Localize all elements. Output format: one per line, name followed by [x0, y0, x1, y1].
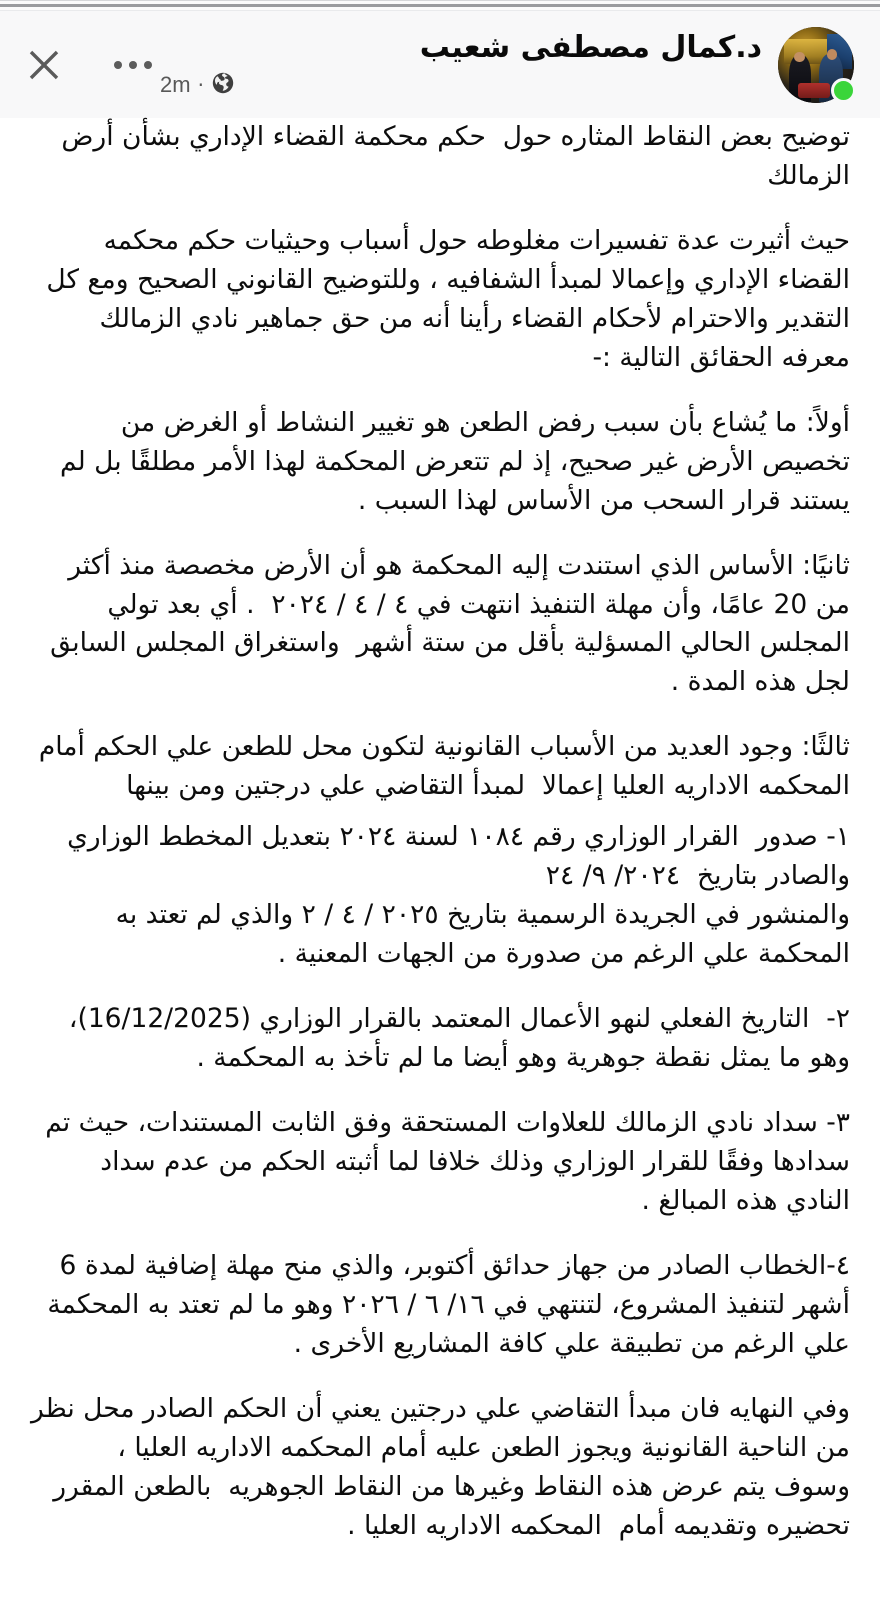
post-list-item: ٣- سداد نادي الزمالك للعلاوات المستحقة وفق الثابت المستندات، حيث تم سدادها وفقًا للقرار الوزاري وذلك خلافا لما أثبته الحكم من عدم سداد النادي هذه المبالغ . [36, 1107, 850, 1216]
avatar[interactable] [778, 27, 854, 103]
close-icon[interactable] [22, 43, 66, 87]
post-list-item: والمنشور في الجريدة الرسمية بتاريخ ٢٠٢٥ / ٤ / ٢ والذي لم تعتد به المحكمة علي الرغم من صدورة من الجهات المعنية . [107, 899, 850, 970]
post-list-item: ٤-الخطاب الصادر من جهاز حدائق أكتوبر، والذي منح مهلة إضافية لمدة 6 أشهر لتنفيذ المشروع، لتنتهي في ١٦/ ٦ / ٢٠٢٦ وهو ما لم تعتد به المحكمة علي الرغم من تطبيقة علي كافة المشاريع الأخرى . [38, 1249, 850, 1359]
author-name[interactable]: د.كمال مصطفى شعيب [419, 30, 762, 66]
post-paragraph: حيث أثيرت عدة تفسيرات مغلوطه حول أسباب وحيثيات حكم محكمه القضاء الإداري وإعمالا لمبدأ الشفافيه ، وللتوضيح القانوني الصحيح ومع كل التقدير والاحترام لأحكام القضاء رأينا أنه من حق جماهير نادي الزمالك معرفه الحقائق التالية :- [37, 224, 850, 373]
post-paragraph: توضيح بعض النقاط المثاره حول حكم محكمة القضاء الإداري بشأن أرض الزمالك [52, 121, 850, 191]
online-status-badge [831, 78, 856, 103]
ellipsis-icon[interactable] [106, 53, 160, 77]
globe-icon[interactable] [211, 71, 235, 99]
post-paragraph: أولاً: ما يُشاع بأن سبب رفض الطعن هو تغيير النشاط أو الغرض من تخصيص الأرض غير صحيح، إذ لم تتعرض المحكمة لهذا الأمر مطلقًا بل لم يستند قرار السحب من الأساس لهذا السبب . [51, 406, 850, 516]
post-list-item: ١- صدور القرار الوزاري رقم ١٠٨٤ لسنة ٢٠٢٤ بتعديل المخطط الوزاري والصادر بتاريخ ٢٠٢٤/ ٩/ ٢٤ [58, 821, 850, 892]
post-paragraph: وفي النهايه فان مبدأ التقاضي علي درجتين يعني أن الحكم الصادر محل نظر من الناحية القانونية ويجوز الطعن عليه أمام المحكمه الاداريه العليا ، وسوف يتم عرض هذه النقاط وغيرها من النقاط الجوهريه بالطعن المقرر تحضيره وتقديمه أمام المحكمه الاداريه العليا . [22, 1392, 850, 1541]
meta-separator: · [197, 72, 204, 97]
post-header [0, 11, 880, 118]
post-body [0, 118, 880, 1546]
post-paragraph: ثالثًا: وجود العديد من الأسباب القانونية لتكون محل للطعن علي الحكم أمام المحكمه الاداريه العليا إعمالا لمبدأ التقاضي علي درجتين ومن بينها [30, 731, 850, 802]
post-meta [160, 71, 762, 99]
post-list-item: ٢- التاريخ الفعلي لنهو الأعمال المعتمد بالقرار الوزاري (16/12/2025)، وهو ما يمثل نقطة جوهرية وهو أيضا ما لم تأخذ به المحكمة . [60, 1003, 850, 1074]
post-paragraph: ثانيًا: الأساس الذي استندت إليه المحكمة هو أن الأرض مخصصة منذ أكثر من 20 عامًا، وأن مهلة التنفيذ انتهت في ٤ / ٤ / ٢٠٢٤ . أي بعد تولي المجلس الحالي المسؤلية بأقل من ستة أشهر واستغراق المجلس السابق لجل هذه المدة . [41, 549, 850, 698]
header-text-block [160, 30, 762, 98]
post-timestamp[interactable]: 2m [160, 71, 191, 97]
header-actions [22, 43, 160, 87]
top-divider [0, 0, 880, 11]
